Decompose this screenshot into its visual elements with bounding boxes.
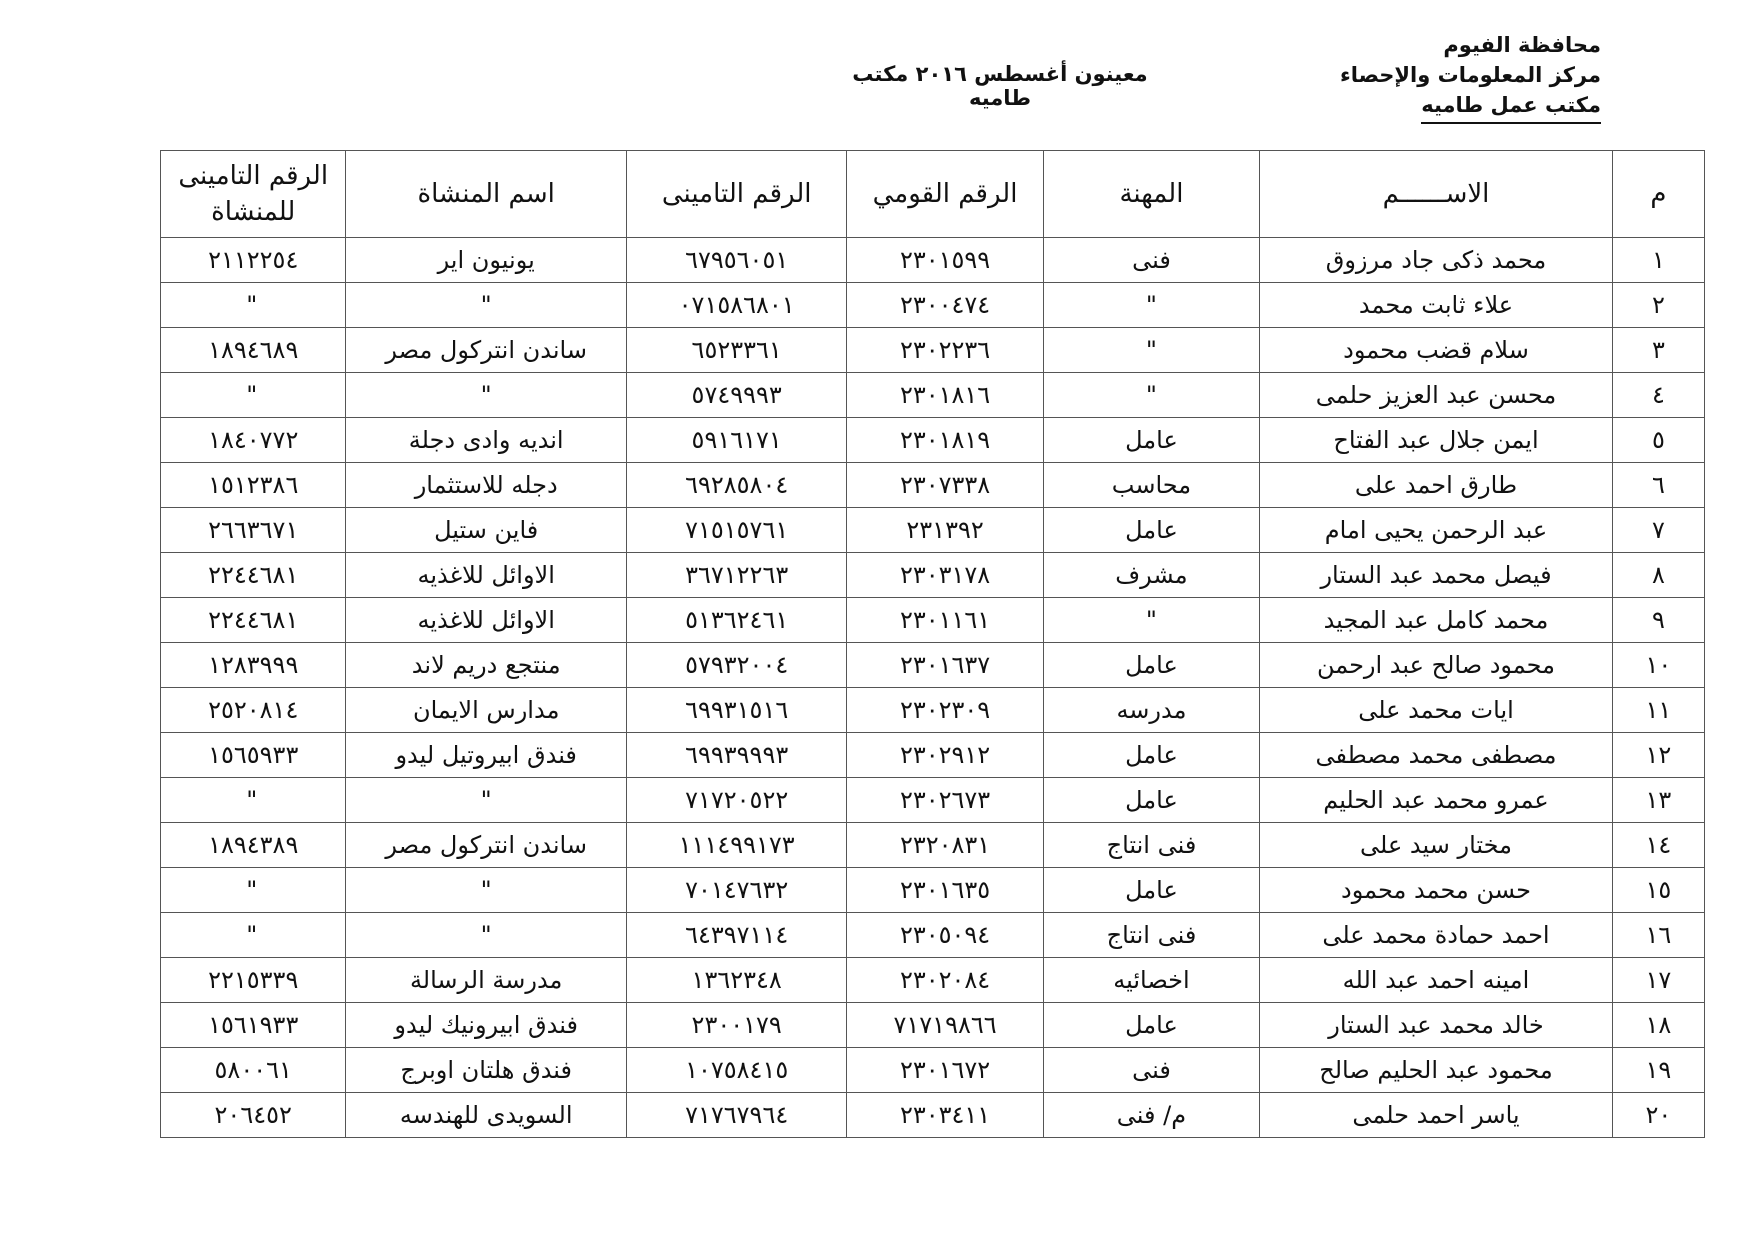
employee-name: عبد الرحمن يحيى امام xyxy=(1260,508,1613,553)
document-title: معينون أغسطس ٢٠١٦ مكتب طاميه xyxy=(852,62,1148,110)
national-id: ٢٣٠١٥٩٩ xyxy=(847,238,1043,283)
facility-insurance-number: " xyxy=(161,913,346,958)
national-id: ٢٣٢٠٨٣١ xyxy=(847,823,1043,868)
row-index: ٥ xyxy=(1612,418,1704,463)
job-title: عامل xyxy=(1043,868,1259,913)
facility-name: فندق هلتان اوبرج xyxy=(346,1048,627,1093)
national-id: ٢٣٠٢٩١٢ xyxy=(847,733,1043,778)
insurance-number: ٧١٥١٥٧٦١ xyxy=(626,508,846,553)
insurance-number: ٥٩١٦١٧١ xyxy=(626,418,846,463)
facility-insurance-number: ٢٦٦٣٦٧١ xyxy=(161,508,346,553)
facility-insurance-number: " xyxy=(161,868,346,913)
table-row xyxy=(161,1048,1705,1093)
national-id: ٢٣٠٧٣٣٨ xyxy=(847,463,1043,508)
facility-insurance-number: ٢٥٢٠٨١٤ xyxy=(161,688,346,733)
employees-table xyxy=(160,150,1705,1138)
insurance-number: ٦٥٢٣٣٦١ xyxy=(626,328,846,373)
insurance-number: ٦٩٢٨٥٨٠٤ xyxy=(626,463,846,508)
national-id: ٢٣٠٥٠٩٤ xyxy=(847,913,1043,958)
facility-insurance-number: ١٥١٢٣٨٦ xyxy=(161,463,346,508)
facility-name: مدرسة الرسالة xyxy=(346,958,627,1003)
national-id: ٢٣٠١٦٣٥ xyxy=(847,868,1043,913)
table-row xyxy=(161,733,1705,778)
row-index: ١٢ xyxy=(1612,733,1704,778)
row-index: ٩ xyxy=(1612,598,1704,643)
row-index: ١٤ xyxy=(1612,823,1704,868)
job-title: عامل xyxy=(1043,508,1259,553)
row-index: ١٥ xyxy=(1612,868,1704,913)
col-header-national-id: الرقم القومي xyxy=(847,151,1043,238)
insurance-number: ٦٧٩٥٦٠٥١ xyxy=(626,238,846,283)
employee-name: فيصل محمد عبد الستار xyxy=(1260,553,1613,598)
job-title: فنى انتاج xyxy=(1043,913,1259,958)
row-index: ٨ xyxy=(1612,553,1704,598)
row-index: ١١ xyxy=(1612,688,1704,733)
job-title: عامل xyxy=(1043,1003,1259,1048)
col-header-name: الاســــــم xyxy=(1260,151,1613,238)
facility-name: " xyxy=(346,868,627,913)
employee-name: مصطفى محمد مصطفى xyxy=(1260,733,1613,778)
job-title: " xyxy=(1043,373,1259,418)
table-row xyxy=(161,688,1705,733)
insurance-number: ١١١٤٩٩١٧٣ xyxy=(626,823,846,868)
facility-insurance-number: ٢٢١٥٣٣٩ xyxy=(161,958,346,1003)
national-id: ٢٣٠١٦٧٢ xyxy=(847,1048,1043,1093)
col-header-facility-insurance-no: الرقم التامينى للمنشاة xyxy=(161,151,346,238)
employee-name: محمد كامل عبد المجيد xyxy=(1260,598,1613,643)
employee-name: طارق احمد على xyxy=(1260,463,1613,508)
table-row xyxy=(161,1003,1705,1048)
insurance-number: ٥١٣٦٢٤٦١ xyxy=(626,598,846,643)
national-id: ٢٣٠٢٠٨٤ xyxy=(847,958,1043,1003)
job-title: م/ فنى xyxy=(1043,1093,1259,1138)
insurance-number: ٢٣٠٠١٧٩ xyxy=(626,1003,846,1048)
insurance-number: ٦٤٣٩٧١١٤ xyxy=(626,913,846,958)
table-row xyxy=(161,958,1705,1003)
facility-insurance-number: " xyxy=(161,778,346,823)
employee-name: خالد محمد عبد الستار xyxy=(1260,1003,1613,1048)
center-name: مركز المعلومات والإحصاء xyxy=(1339,63,1601,87)
facility-name: دجله للاستثمار xyxy=(346,463,627,508)
facility-insurance-number: " xyxy=(161,283,346,328)
row-index: ٧ xyxy=(1612,508,1704,553)
table-row xyxy=(161,913,1705,958)
job-title: فنى xyxy=(1043,1048,1259,1093)
table-row xyxy=(161,823,1705,868)
facility-name: السويدى للهندسه xyxy=(346,1093,627,1138)
facility-name: مدارس الايمان xyxy=(346,688,627,733)
job-title: فنى انتاج xyxy=(1043,823,1259,868)
insurance-number: ٧١٧٢٠٥٢٢ xyxy=(626,778,846,823)
national-id: ٢٣٠١٨١٦ xyxy=(847,373,1043,418)
row-index: ٣ xyxy=(1612,328,1704,373)
facility-insurance-number: ١٨٩٤٦٨٩ xyxy=(161,328,346,373)
insurance-number: ١٣٦٢٣٤٨ xyxy=(626,958,846,1003)
row-index: ٦ xyxy=(1612,463,1704,508)
facility-insurance-number: ٢٠٦٤٥٢ xyxy=(161,1093,346,1138)
insurance-number: ١٠٧٥٨٤١٥ xyxy=(626,1048,846,1093)
facility-insurance-number: ١٨٤٠٧٧٢ xyxy=(161,418,346,463)
facility-name: الاوائل للاغذيه xyxy=(346,553,627,598)
row-index: ١٧ xyxy=(1612,958,1704,1003)
national-id: ٢٣٠١١٦١ xyxy=(847,598,1043,643)
row-index: ٢٠ xyxy=(1612,1093,1704,1138)
insurance-number: ٧٠١٤٧٦٣٢ xyxy=(626,868,846,913)
facility-name: " xyxy=(346,283,627,328)
job-title: " xyxy=(1043,328,1259,373)
employee-name: محمود عبد الحليم صالح xyxy=(1260,1048,1613,1093)
job-title: اخصائيه xyxy=(1043,958,1259,1003)
employee-name: ايمن جلال عبد الفتاح xyxy=(1260,418,1613,463)
facility-insurance-number: ٢١١٢٢٥٤ xyxy=(161,238,346,283)
insurance-number: ٥٧٩٣٢٠٠٤ xyxy=(626,643,846,688)
employee-name: ايات محمد على xyxy=(1260,688,1613,733)
employee-name: علاء ثابت محمد xyxy=(1260,283,1613,328)
row-index: ٢ xyxy=(1612,283,1704,328)
employee-name: محمود صالح عبد ارحمن xyxy=(1260,643,1613,688)
facility-name: " xyxy=(346,913,627,958)
table-row xyxy=(161,238,1705,283)
facility-insurance-number: ٢٢٤٤٦٨١ xyxy=(161,553,346,598)
col-header-insurance-no: الرقم التامينى xyxy=(626,151,846,238)
national-id: ٢٣٠١٦٣٧ xyxy=(847,643,1043,688)
facility-name: " xyxy=(346,778,627,823)
national-id: ٢٣٠٠٤٧٤ xyxy=(847,283,1043,328)
job-title: محاسب xyxy=(1043,463,1259,508)
facility-name: فندق ابيرونيك ليدو xyxy=(346,1003,627,1048)
row-index: ١٨ xyxy=(1612,1003,1704,1048)
row-index: ١٣ xyxy=(1612,778,1704,823)
insurance-number: ٣٦٧١٢٢٦٣ xyxy=(626,553,846,598)
row-index: ١٠ xyxy=(1612,643,1704,688)
table-row xyxy=(161,328,1705,373)
national-id: ٢٣٠٣١٧٨ xyxy=(847,553,1043,598)
employee-name: محمد ذكى جاد مرزوق xyxy=(1260,238,1613,283)
row-index: ٤ xyxy=(1612,373,1704,418)
table-row xyxy=(161,643,1705,688)
facility-name: ساندن انتركول مصر xyxy=(346,328,627,373)
national-id: ٢٣٠٢٦٧٣ xyxy=(847,778,1043,823)
job-title: عامل xyxy=(1043,733,1259,778)
col-header-facility-name: اسم المنشاة xyxy=(346,151,627,238)
facility-name: فاين ستيل xyxy=(346,508,627,553)
table-row xyxy=(161,283,1705,328)
col-header-job: المهنة xyxy=(1043,151,1259,238)
table-row xyxy=(161,598,1705,643)
employee-name: احمد حمادة محمد على xyxy=(1260,913,1613,958)
facility-name: منتجع دريم لاند xyxy=(346,643,627,688)
national-id: ٢٣١٣٩٢ xyxy=(847,508,1043,553)
job-title: عامل xyxy=(1043,778,1259,823)
job-title: عامل xyxy=(1043,418,1259,463)
table-row xyxy=(161,553,1705,598)
facility-name: " xyxy=(346,373,627,418)
table-header-row xyxy=(161,151,1705,238)
table-row xyxy=(161,1093,1705,1138)
employee-name: ياسر احمد حلمى xyxy=(1260,1093,1613,1138)
job-title: عامل xyxy=(1043,643,1259,688)
facility-insurance-number: ١٨٩٤٣٨٩ xyxy=(161,823,346,868)
insurance-number: ٥٧٤٩٩٩٣ xyxy=(626,373,846,418)
national-id: ٢٣٠٢٢٣٦ xyxy=(847,328,1043,373)
national-id: ٢٣٠٢٣٠٩ xyxy=(847,688,1043,733)
office-name: مكتب عمل طاميه xyxy=(1421,90,1601,124)
employee-name: عمرو محمد عبد الحليم xyxy=(1260,778,1613,823)
job-title: " xyxy=(1043,283,1259,328)
facility-insurance-number: ٢٢٤٤٦٨١ xyxy=(161,598,346,643)
table-row xyxy=(161,373,1705,418)
facility-insurance-number: ٥٨٠٠٦١ xyxy=(161,1048,346,1093)
table-row xyxy=(161,508,1705,553)
job-title: فنى xyxy=(1043,238,1259,283)
table-row xyxy=(161,418,1705,463)
insurance-number: ٦٩٩٣١٥١٦ xyxy=(626,688,846,733)
national-id: ٧١٧١٩٨٦٦ xyxy=(847,1003,1043,1048)
col-header-index: م xyxy=(1612,151,1704,238)
row-index: ١ xyxy=(1612,238,1704,283)
facility-name: الاوائل للاغذيه xyxy=(346,598,627,643)
facility-insurance-number: ١٥٦٥٩٣٣ xyxy=(161,733,346,778)
facility-insurance-number: " xyxy=(161,373,346,418)
table-body xyxy=(161,238,1705,1138)
table-row xyxy=(161,778,1705,823)
job-title: مشرف xyxy=(1043,553,1259,598)
facility-insurance-number: ١٢٨٣٩٩٩ xyxy=(161,643,346,688)
row-index: ١٦ xyxy=(1612,913,1704,958)
table-row xyxy=(161,463,1705,508)
job-title: مدرسه xyxy=(1043,688,1259,733)
employee-name: مختار سيد على xyxy=(1260,823,1613,868)
insurance-number: ٠٧١٥٨٦٨٠١ xyxy=(626,283,846,328)
job-title: " xyxy=(1043,598,1259,643)
employee-name: حسن محمد محمود xyxy=(1260,868,1613,913)
governorate-name: محافظة الفيوم xyxy=(1443,33,1601,57)
employee-name: امينه احمد عبد الله xyxy=(1260,958,1613,1003)
national-id: ٢٣٠١٨١٩ xyxy=(847,418,1043,463)
facility-name: يونيون اير xyxy=(346,238,627,283)
row-index: ١٩ xyxy=(1612,1048,1704,1093)
facility-insurance-number: ١٥٦١٩٣٣ xyxy=(161,1003,346,1048)
employee-name: محسن عبد العزيز حلمى xyxy=(1260,373,1613,418)
facility-name: انديه وادى دجلة xyxy=(346,418,627,463)
employee-name: سلام قضب محمود xyxy=(1260,328,1613,373)
insurance-number: ٦٩٩٣٩٩٩٣ xyxy=(626,733,846,778)
facility-name: فندق ابيروتيل ليدو xyxy=(346,733,627,778)
letterhead xyxy=(1281,30,1601,124)
national-id: ٢٣٠٣٤١١ xyxy=(847,1093,1043,1138)
table-row xyxy=(161,868,1705,913)
facility-name: ساندن انتركول مصر xyxy=(346,823,627,868)
insurance-number: ٧١٧٦٧٩٦٤ xyxy=(626,1093,846,1138)
